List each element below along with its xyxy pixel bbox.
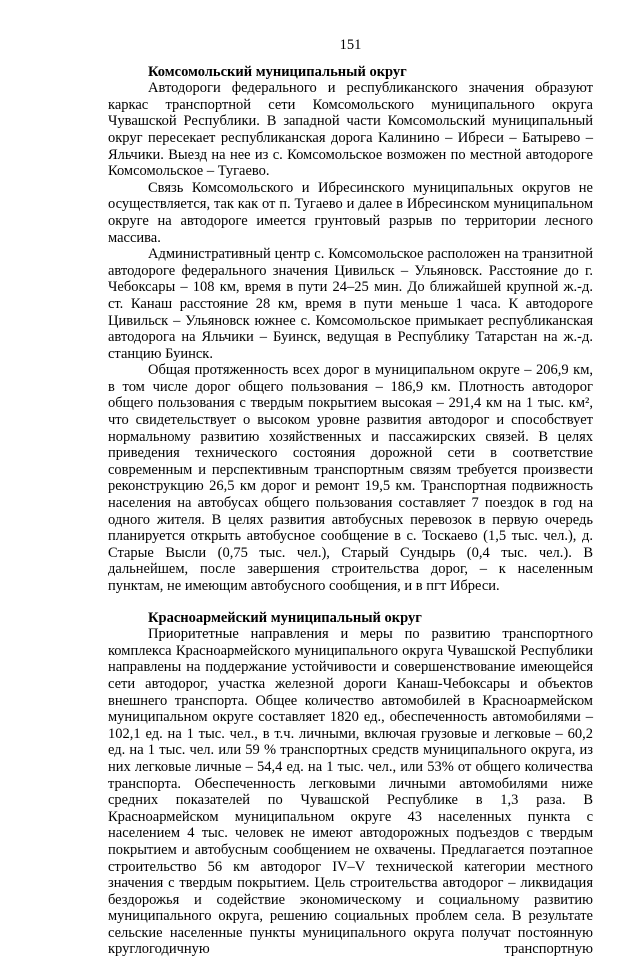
body-paragraph: Общая протяженность всех дорог в муниципальном округе – 206,9 км, в том числе дорог общего пользования – 186,9 км. Плотность автодорог общего пользования с твердым покрытием высокая – 291,4 км на 1 тыс. км², что свидетельствует о высоком уровне развития автодорог и способствует нормальному развитию хозяйственных и пассажирских связей. В целях приведения технического состояния дорожной сети в соответствие современным и перспективным транспортным связям требуется произвести реконструкцию 26,5 км дорог и ремонт 19,5 км. Транспортная подвижность населения на автобусах общего пользования составляет 7 поездок в год на одного жителя. В целях развития автобусных перевозок в первую очередь планируется открыть автобусное сообщение в с. Тоскаево (1,5 тыс. чел.), д. Старые Высли (0,75 тыс. чел.), Старый Сундырь (0,4 тыс. чел.). В дальнейшем, после завершения строительства дорог, – к населенным пунктам, не имеющим автобусного сообщения, и в пгт Ибреси. [108,362,593,594]
body-paragraph: Связь Комсомольского и Ибресинского муниципальных округов не осуществляется, так как от п. Тугаево и далее в Ибресинском муниципальном округе на автодороге имеется грунтовый разрыв по территории лесного массива. [108,179,593,246]
section-heading: Красноармейский муниципальный округ [148,609,422,626]
body-paragraph: Приоритетные направления и меры по развитию транспортного комплекса Красноармейского муниципального округа Чувашской Республики направлены на поддержание устойчивости и совершенствование имеющейся сети автодорог, участка железной дороги Канаш-Чебоксары и объектов внешнего транспорта. Общее количество автомобилей в Красноармейском муниципальном округе составляет 1820 ед., обеспеченность автомобилями – 102,1 ед. на 1 тыс. чел., в т.ч. личными, включая грузовые и легковые – 60,2 ед. на 1 тыс. чел. или 59 % транспортных средств муниципального округа, из них легковые личные – 54,4 ед. на 1 тыс. чел., или 53% от общего количества транспорта. Обеспеченность легковыми личными автомобилями ниже средних показателей по Чувашской Республике в 1,3 раза. В Красноармейском муниципальном округе 43 населенных пункта с населением 4 тыс. человек не имеют автодорожных подъездов с твердым покрытием и автобусным сообщением не охвачены. Предлагается поэтапное строительство 56 км автодорог IV–V технической категории местного значения с твердым покрытием. Цель строительства автодорог – ликвидация бездорожья и содействие экономическому и социальному развитию муниципального округа, решению социальных проблем села. В результате сельские населенные пункты муниципального округа получат постоянную круглогодичную транспортную [108,626,593,958]
section-heading: Комсомольский муниципальный округ [148,63,407,80]
body-paragraph: Административный центр с. Комсомольское расположен на транзитной автодороге федерального значения Цивильск – Ульяновск. Расстояние до г. Чебоксары – 108 км, время в пути 24–25 мин. До ближайшей крупной ж.-д. ст. Канаш расстояние 28 км, время в пути меньше 1 часа. К автодороге Цивильск – Ульяновск южнее с. Комсомольское примыкает республиканская автодорога на Яльчики – Буинск, ведущая в Республику Татарстан на ж.-д. станцию Буинск. [108,246,593,362]
document-page [108,37,593,958]
section-krasnoarmeysky-district [108,610,593,958]
body-paragraph: Автодороги федерального и республиканского значения образуют каркас транспортной сети Комсомольского муниципального округа Чувашской Республики. В западной части Комсомольский муниципальный округ пересекает республиканская дорога Калинино – Ибреси – Батырево – Яльчики. Выезд на нее из с. Комсомольское возможен по местной автодороге Комсомольское – Тугаево. [108,80,593,180]
page-number: 151 [339,37,362,53]
section-komsomolsky-district [108,64,593,595]
